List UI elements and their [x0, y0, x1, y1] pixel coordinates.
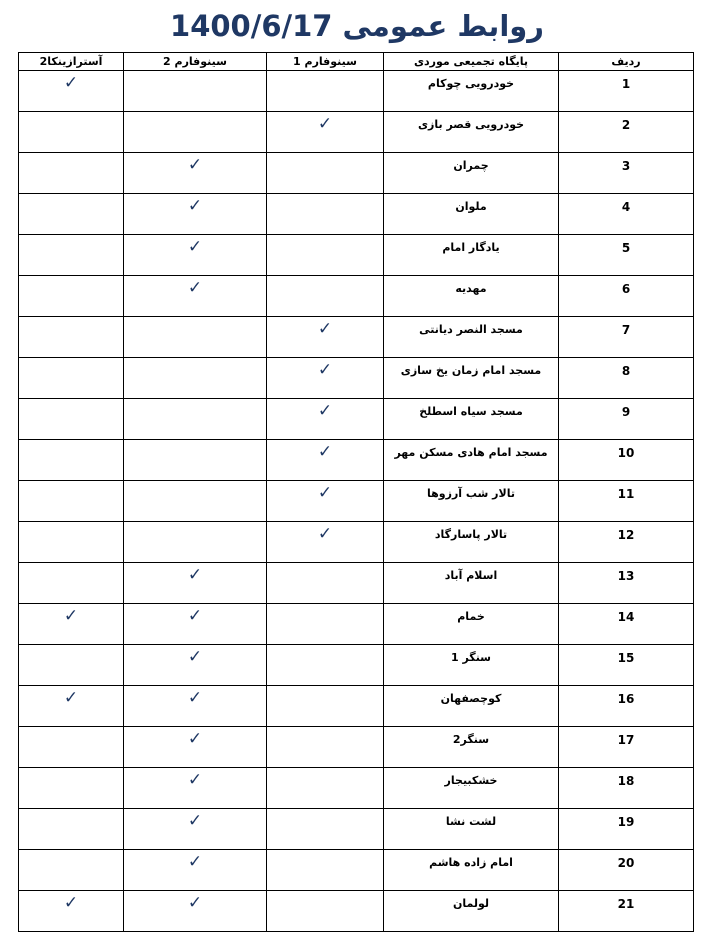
site-cell: [384, 440, 559, 481]
check-mark-icon: ✓: [187, 196, 203, 216]
row-number-cell: [559, 440, 694, 481]
row-number: 11: [617, 487, 635, 501]
sinopharm-1-cell: [267, 71, 384, 112]
sinopharm-2-cell: [124, 235, 267, 276]
table-row: [19, 194, 694, 235]
sinopharm-1-cell: [267, 317, 384, 358]
sinopharm-2-cell: [124, 891, 267, 932]
row-number-cell: [559, 399, 694, 440]
astrazeneca-2-cell: [19, 686, 124, 727]
astrazeneca-2-cell: [19, 440, 124, 481]
sinopharm-2-cell: [124, 153, 267, 194]
row-number-cell: [559, 317, 694, 358]
row-number: 8: [621, 364, 631, 378]
table-header-row: [19, 53, 694, 71]
sinopharm-1-cell: [267, 358, 384, 399]
sinopharm-2-cell: [124, 604, 267, 645]
sinopharm-2-cell: [124, 727, 267, 768]
sinopharm-2-cell: [124, 522, 267, 563]
site-name: خودرویی چوکام: [427, 77, 515, 90]
check-mark-icon: ✓: [63, 688, 79, 708]
astrazeneca-2-cell: [19, 358, 124, 399]
astrazeneca-2-cell: [19, 71, 124, 112]
table-row: [19, 399, 694, 440]
table-row: [19, 768, 694, 809]
row-number: 15: [617, 651, 635, 665]
astrazeneca-2-cell: [19, 153, 124, 194]
site-cell: [384, 153, 559, 194]
check-mark-icon: ✓: [63, 73, 79, 93]
site-name: لشت نشا: [445, 815, 497, 828]
astrazeneca-2-cell: [19, 768, 124, 809]
check-mark-icon: ✓: [187, 155, 203, 175]
sinopharm-2-cell: [124, 276, 267, 317]
site-name: کوچصفهان: [440, 692, 502, 705]
check-mark-icon: ✓: [317, 114, 333, 134]
row-number-cell: [559, 522, 694, 563]
row-number: 17: [617, 733, 635, 747]
astrazeneca-2-cell: [19, 481, 124, 522]
row-number-cell: [559, 727, 694, 768]
astrazeneca-2-cell: [19, 850, 124, 891]
check-mark-icon: ✓: [187, 811, 203, 831]
astrazeneca-2-cell: [19, 645, 124, 686]
row-number: 4: [621, 200, 631, 214]
site-name: مسجد امام زمان یخ سازی: [400, 364, 542, 377]
site-cell: [384, 112, 559, 153]
row-number-cell: [559, 563, 694, 604]
astrazeneca-2-cell: [19, 235, 124, 276]
table-row: [19, 727, 694, 768]
check-mark-icon: ✓: [187, 770, 203, 790]
sinopharm-2-cell: [124, 194, 267, 235]
table-row: [19, 235, 694, 276]
site-name: تالار شب آرزوها: [427, 487, 515, 500]
sinopharm-1-cell: [267, 440, 384, 481]
sinopharm-2-cell: [124, 481, 267, 522]
row-number-cell: [559, 153, 694, 194]
check-mark-icon: ✓: [187, 565, 203, 585]
site-cell: [384, 645, 559, 686]
site-name: لولمان: [452, 897, 490, 910]
site-cell: [384, 604, 559, 645]
header-row-number: ردیف: [559, 53, 694, 71]
site-cell: [384, 317, 559, 358]
row-number-cell: [559, 645, 694, 686]
sinopharm-2-cell: [124, 399, 267, 440]
sinopharm-1-cell: [267, 604, 384, 645]
site-name: اسلام آباد: [444, 569, 498, 582]
sinopharm-2-cell: [124, 440, 267, 481]
table-row: [19, 358, 694, 399]
table-row: [19, 809, 694, 850]
table-row: [19, 440, 694, 481]
row-number: 12: [617, 528, 635, 542]
row-number: 19: [617, 815, 635, 829]
row-number: 14: [617, 610, 635, 624]
row-number: 13: [617, 569, 635, 583]
row-number: 20: [617, 856, 635, 870]
row-number-cell: [559, 481, 694, 522]
row-number-cell: [559, 891, 694, 932]
site-cell: [384, 194, 559, 235]
sinopharm-1-cell: [267, 481, 384, 522]
row-number-cell: [559, 768, 694, 809]
row-number: 6: [621, 282, 631, 296]
astrazeneca-2-cell: [19, 727, 124, 768]
row-number: 9: [621, 405, 631, 419]
astrazeneca-2-cell: [19, 317, 124, 358]
check-mark-icon: ✓: [317, 524, 333, 544]
table-body: [19, 71, 694, 932]
site-cell: [384, 481, 559, 522]
site-name: خودرویی قصر بازی: [417, 118, 525, 131]
site-cell: [384, 727, 559, 768]
table-row: [19, 112, 694, 153]
row-number: 18: [617, 774, 635, 788]
site-name: ملوان: [455, 200, 487, 213]
sinopharm-2-cell: [124, 809, 267, 850]
sinopharm-1-cell: [267, 645, 384, 686]
site-cell: [384, 686, 559, 727]
site-cell: [384, 399, 559, 440]
site-cell: [384, 71, 559, 112]
sinopharm-1-cell: [267, 809, 384, 850]
sinopharm-2-cell: [124, 768, 267, 809]
site-cell: [384, 522, 559, 563]
astrazeneca-2-cell: [19, 112, 124, 153]
table-row: [19, 686, 694, 727]
row-number-cell: [559, 850, 694, 891]
row-number-cell: [559, 686, 694, 727]
check-mark-icon: ✓: [187, 237, 203, 257]
sinopharm-1-cell: [267, 399, 384, 440]
sinopharm-1-cell: [267, 727, 384, 768]
row-number-cell: [559, 71, 694, 112]
sinopharm-1-cell: [267, 891, 384, 932]
site-cell: [384, 768, 559, 809]
table-row: [19, 563, 694, 604]
astrazeneca-2-cell: [19, 563, 124, 604]
table-row: [19, 522, 694, 563]
astrazeneca-2-cell: [19, 399, 124, 440]
row-number-cell: [559, 276, 694, 317]
site-cell: [384, 563, 559, 604]
sinopharm-2-cell: [124, 317, 267, 358]
row-number: 2: [621, 118, 631, 132]
sinopharm-1-cell: [267, 563, 384, 604]
check-mark-icon: ✓: [63, 606, 79, 626]
sinopharm-1-cell: [267, 153, 384, 194]
row-number: 5: [621, 241, 631, 255]
table-row: [19, 604, 694, 645]
check-mark-icon: ✓: [317, 442, 333, 462]
row-number: 1: [621, 77, 631, 91]
site-name: سنگر 1: [450, 651, 492, 664]
row-number-cell: [559, 235, 694, 276]
row-number: 16: [617, 692, 635, 706]
sinopharm-1-cell: [267, 686, 384, 727]
astrazeneca-2-cell: [19, 604, 124, 645]
sinopharm-2-cell: [124, 850, 267, 891]
site-name: مسجد امام هادی مسکن مهر: [394, 446, 548, 459]
page-title: روابط عمومی 1400/6/17: [170, 9, 544, 43]
row-number-cell: [559, 604, 694, 645]
sinopharm-2-cell: [124, 563, 267, 604]
site-name: خشکبیجار: [444, 774, 498, 787]
sinopharm-1-cell: [267, 768, 384, 809]
site-name: امام زاده هاشم: [429, 856, 513, 869]
table-row: [19, 645, 694, 686]
site-cell: [384, 850, 559, 891]
site-cell: [384, 276, 559, 317]
site-cell: [384, 358, 559, 399]
row-number: 3: [621, 159, 631, 173]
sinopharm-1-cell: [267, 235, 384, 276]
check-mark-icon: ✓: [187, 278, 203, 298]
table-row: [19, 891, 694, 932]
vaccination-sites-table: [18, 52, 694, 932]
check-mark-icon: ✓: [187, 893, 203, 913]
row-number-cell: [559, 112, 694, 153]
header-sinopharm-1: سینوفارم 1: [267, 53, 384, 71]
check-mark-icon: ✓: [187, 647, 203, 667]
site-name: خمام: [457, 610, 485, 623]
site-name: چمران: [453, 159, 489, 172]
row-number-cell: [559, 194, 694, 235]
site-name: مهدیه: [455, 282, 487, 295]
astrazeneca-2-cell: [19, 522, 124, 563]
header-sinopharm-2: سینوفارم 2: [124, 53, 267, 71]
site-name: مسجد النصر دیانتی: [419, 323, 523, 336]
table-row: [19, 317, 694, 358]
site-name: سنگر2: [452, 733, 490, 746]
table-row: [19, 153, 694, 194]
site-cell: [384, 235, 559, 276]
site-name: تالار پاسارگاد: [434, 528, 508, 541]
row-number: 10: [617, 446, 635, 460]
check-mark-icon: ✓: [187, 688, 203, 708]
row-number: 7: [621, 323, 631, 337]
table-row: [19, 481, 694, 522]
astrazeneca-2-cell: [19, 194, 124, 235]
check-mark-icon: ✓: [317, 360, 333, 380]
sinopharm-1-cell: [267, 522, 384, 563]
astrazeneca-2-cell: [19, 891, 124, 932]
sinopharm-2-cell: [124, 686, 267, 727]
check-mark-icon: ✓: [187, 852, 203, 872]
site-cell: [384, 891, 559, 932]
sinopharm-2-cell: [124, 112, 267, 153]
check-mark-icon: ✓: [317, 401, 333, 421]
check-mark-icon: ✓: [317, 319, 333, 339]
astrazeneca-2-cell: [19, 809, 124, 850]
site-cell: [384, 809, 559, 850]
site-name: مسجد سیاه اسطلخ: [419, 405, 523, 418]
table-row: [19, 850, 694, 891]
site-name: یادگار امام: [442, 241, 500, 254]
row-number-cell: [559, 358, 694, 399]
table-row: [19, 71, 694, 112]
astrazeneca-2-cell: [19, 276, 124, 317]
check-mark-icon: ✓: [63, 893, 79, 913]
row-number: 21: [617, 897, 635, 911]
sinopharm-1-cell: [267, 194, 384, 235]
sinopharm-1-cell: [267, 850, 384, 891]
check-mark-icon: ✓: [187, 606, 203, 626]
header-astrazeneca-2: آسترازینکا2: [19, 53, 124, 71]
check-mark-icon: ✓: [187, 729, 203, 749]
header-site: پایگاه تجمیعی موردی: [384, 53, 559, 71]
sinopharm-1-cell: [267, 276, 384, 317]
sinopharm-2-cell: [124, 358, 267, 399]
check-mark-icon: ✓: [317, 483, 333, 503]
row-number-cell: [559, 809, 694, 850]
sinopharm-1-cell: [267, 112, 384, 153]
sinopharm-2-cell: [124, 645, 267, 686]
table-row: [19, 276, 694, 317]
sinopharm-2-cell: [124, 71, 267, 112]
